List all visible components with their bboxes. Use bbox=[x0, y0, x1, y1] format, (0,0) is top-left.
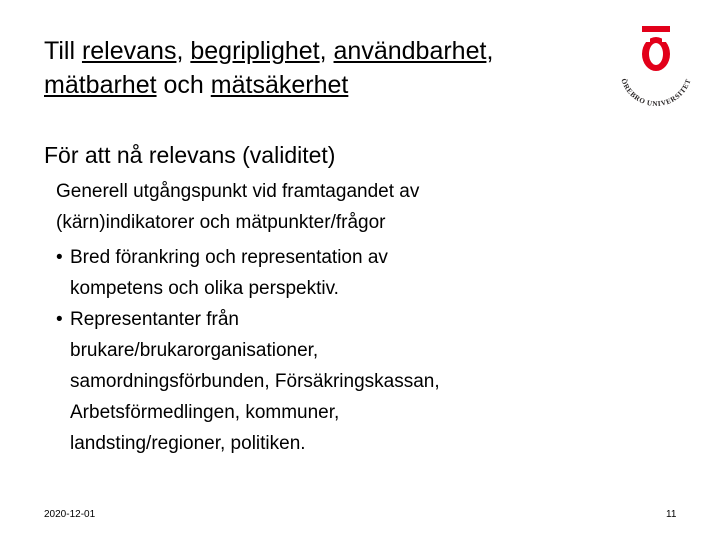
title-text-1: Till bbox=[44, 37, 82, 65]
bullet-1-line-1: Bred förankring och representation av bbox=[70, 247, 388, 268]
bullet-2-line-3: samordningsförbunden, Försäkringskassan, bbox=[70, 371, 440, 392]
title-sep-4: och bbox=[156, 71, 211, 99]
title-sep-1: , bbox=[176, 37, 191, 65]
bullet-2-line-4: Arbetsförmedlingen, kommuner, bbox=[70, 402, 340, 423]
title-matbarhet: mätbarhet bbox=[44, 71, 157, 99]
bullet-item-2 bbox=[56, 304, 616, 459]
logo-text: ÖREBRO UNIVERSITET bbox=[619, 77, 693, 109]
bullet-1-line-2: kompetens och olika perspektiv. bbox=[70, 278, 339, 299]
section-heading: För att nå relevans (validitet) bbox=[44, 142, 336, 168]
page-number: 11 bbox=[666, 509, 677, 520]
bullet-list bbox=[56, 242, 616, 459]
bullet-2-line-2: brukare/brukarorganisationer, bbox=[70, 340, 319, 361]
title-relevans: relevans bbox=[81, 37, 177, 65]
intro-paragraph bbox=[56, 176, 616, 238]
footer-date: 2020-12-01 bbox=[44, 509, 96, 520]
bullet-2-line-1: Representanter från bbox=[70, 309, 239, 330]
slide-title bbox=[44, 34, 604, 102]
bullet-dot: • bbox=[56, 309, 63, 330]
title-sep-3: , bbox=[486, 37, 494, 65]
intro-line-1: Generell utgångspunkt vid framtagandet av bbox=[56, 181, 420, 202]
bullet-item-1 bbox=[56, 242, 616, 304]
title-matsakerhet: mätsäkerhet bbox=[210, 71, 349, 99]
title-begriplighet: begriplighet bbox=[190, 37, 320, 65]
title-sep-2: , bbox=[319, 37, 334, 65]
title-anvandbarhet: användbarhet bbox=[333, 37, 487, 65]
svg-text:ÖREBRO UNIVERSITET bbox=[619, 77, 692, 108]
bullet-dot: • bbox=[56, 247, 63, 268]
bullet-2-line-5: landsting/regioner, politiken. bbox=[70, 433, 306, 454]
intro-line-2: (kärn)indikatorer och mätpunkter/frågor bbox=[56, 212, 386, 233]
orebro-university-logo bbox=[608, 20, 704, 116]
